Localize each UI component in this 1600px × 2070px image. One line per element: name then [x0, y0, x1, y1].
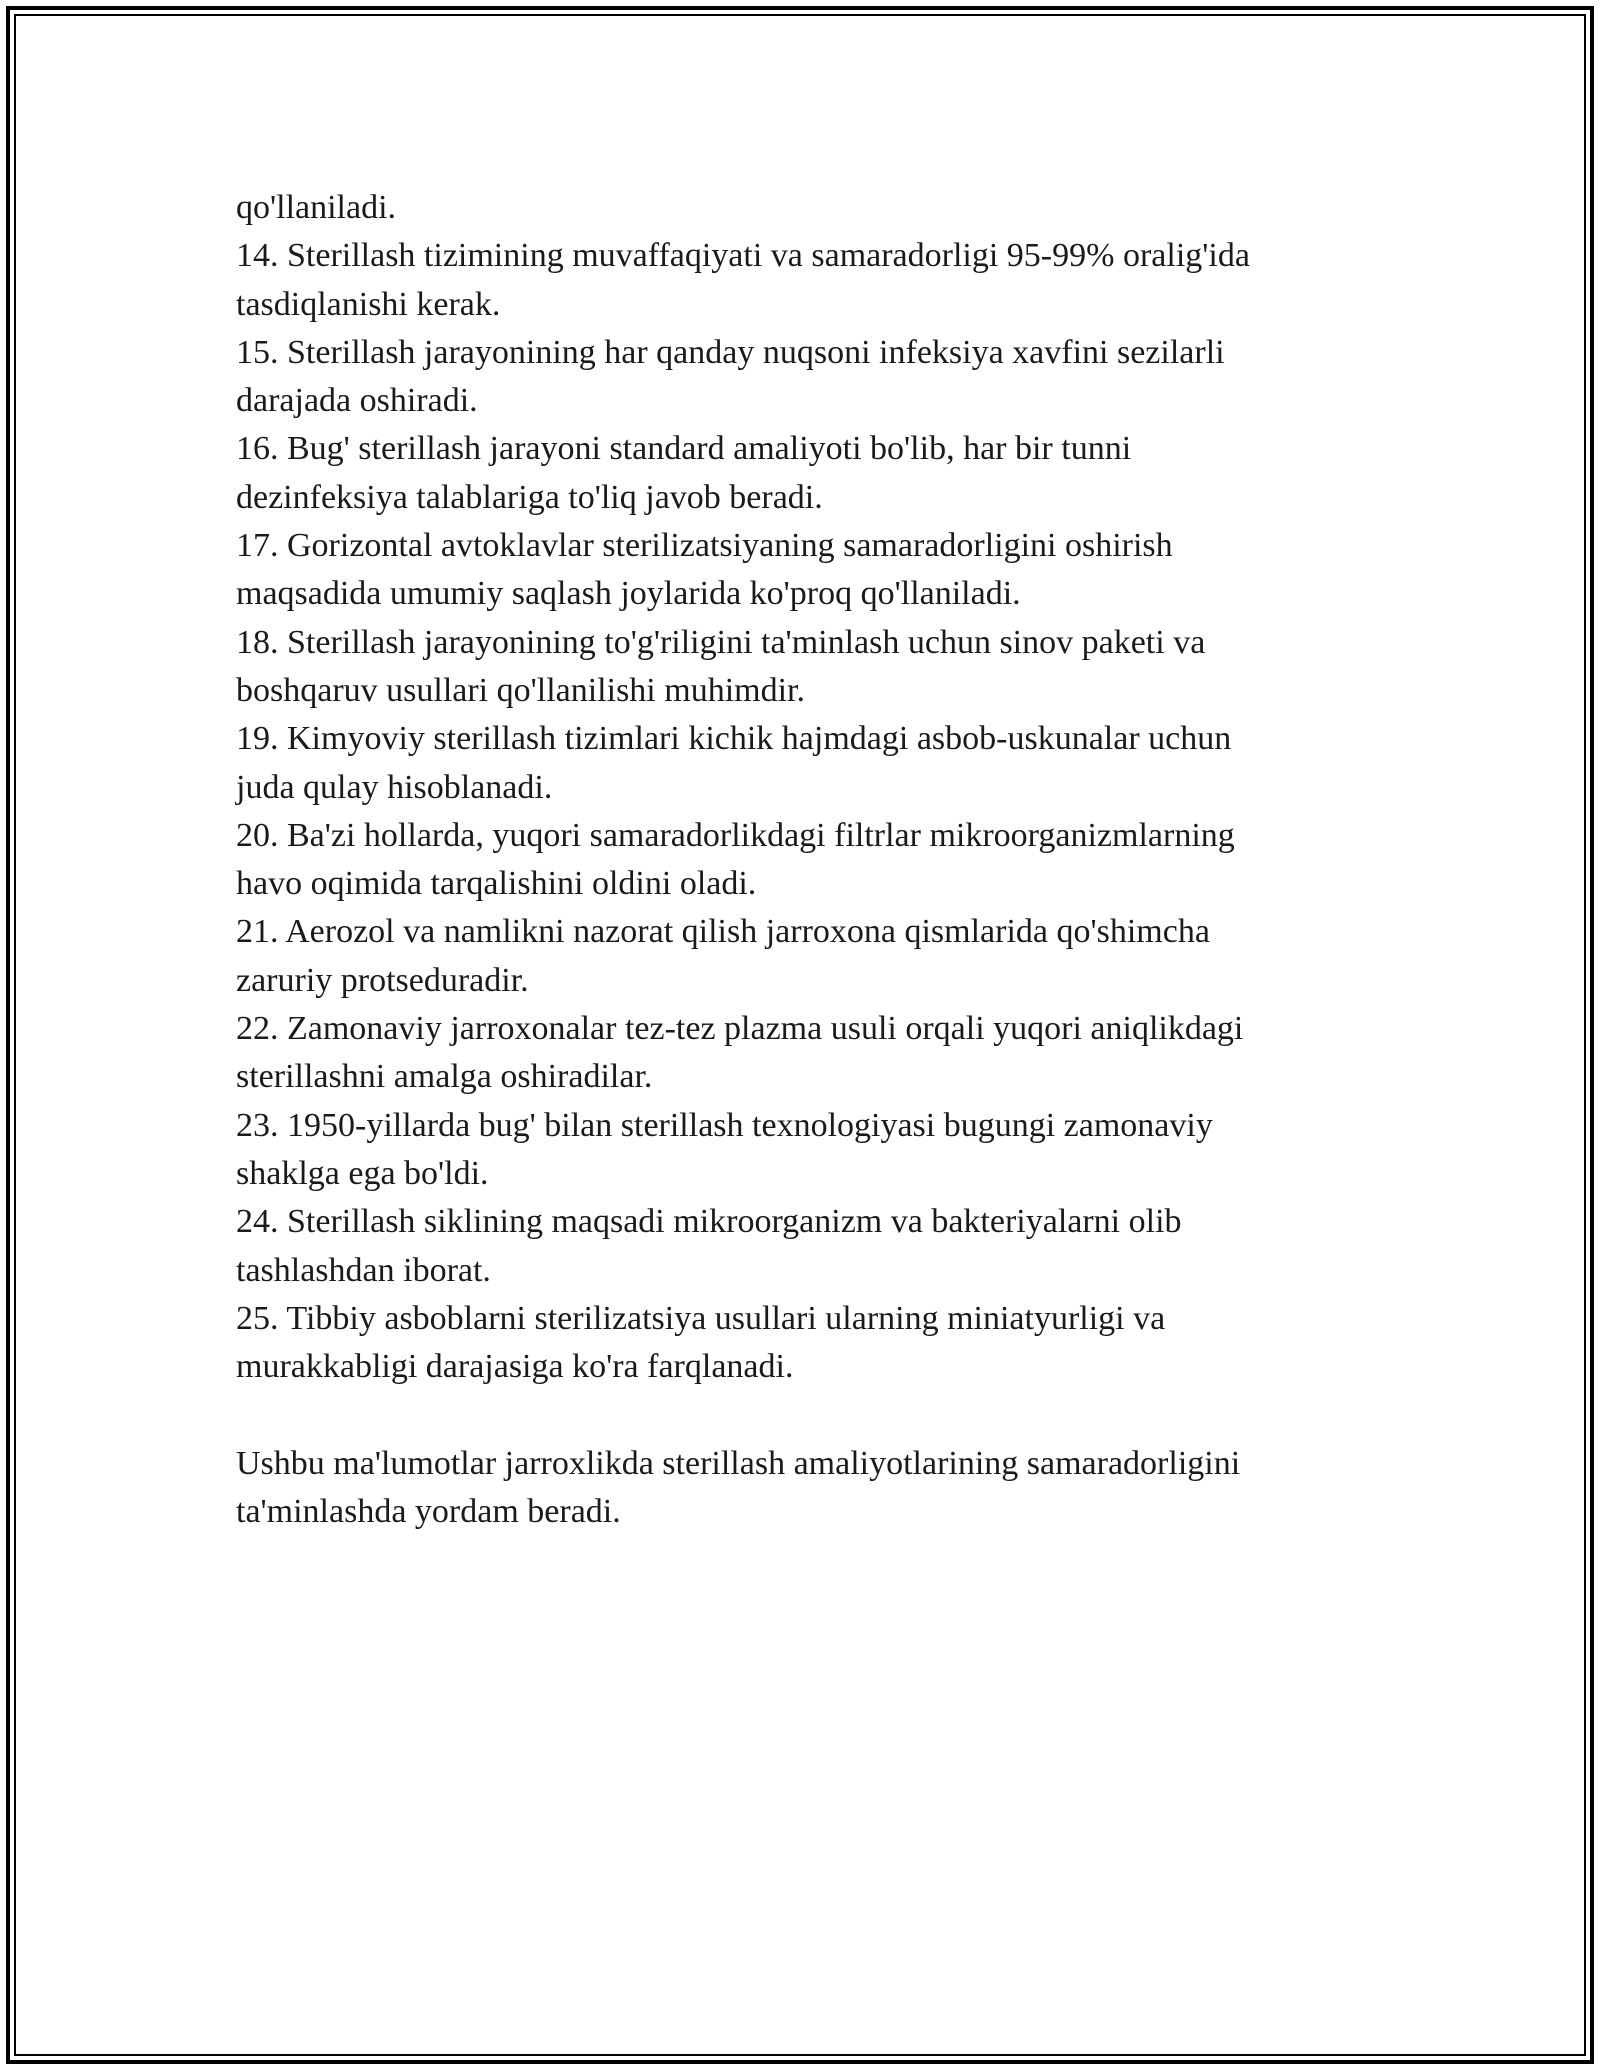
conclusion-line: Ushbu ma'lumotlar jarroxlikda sterillash amaliyotlarining samaradorligini: [236, 1444, 1241, 1482]
list-line: sterillashni amalga oshiradilar.: [236, 1058, 653, 1096]
list-line: zaruriy protseduradir.: [236, 961, 529, 999]
list-line: 17. Gorizontal avtoklavlar sterilizatsiyaning samaradorligini oshirish: [236, 527, 1173, 565]
list-line: qo'llaniladi.: [236, 189, 397, 226]
list-line: 24. Sterillash siklining maqsadi mikroorganizm va bakteriyalarni olib: [236, 1203, 1182, 1241]
list-line: 25. Tibbiy asboblarni sterilizatsiya usullari ularning miniatyurligi va: [236, 1299, 1166, 1337]
list-line: boshqaruv usullari qo'llanilishi muhimdir.: [236, 671, 805, 709]
list-line: 21. Aerozol va namlikni nazorat qilish jarroxona qismlarida qo'shimcha: [236, 913, 1210, 951]
list-line: juda qulay hisoblanadi.: [236, 768, 553, 806]
document-body: [236, 184, 1376, 1536]
list-line: murakkabligi darajasiga ko'ra farqlanadi.: [236, 1348, 794, 1386]
numbered-list: [236, 184, 1376, 1391]
conclusion-line: ta'minlashda yordam beradi.: [236, 1493, 621, 1531]
list-line: shaklga ega bo'ldi.: [236, 1154, 489, 1192]
list-line: tasdiqlanishi kerak.: [236, 285, 501, 323]
list-line: 22. Zamonaviy jarroxonalar tez-tez plazma usuli orqali yuqori aniqlikdagi: [236, 1010, 1244, 1048]
conclusion-paragraph: [236, 1440, 1376, 1537]
list-line: 14. Sterillash tizimining muvaffaqiyati va samaradorligi 95-99% oralig'ida: [236, 237, 1250, 275]
list-line: 18. Sterillash jarayonining to'g'riligini ta'minlash uchun sinov paketi va: [236, 623, 1206, 661]
list-line: darajada oshiradi.: [236, 382, 478, 420]
list-line: havo oqimida tarqalishini oldini oladi.: [236, 865, 757, 903]
list-line: dezinfeksiya talablariga to'liq javob beradi.: [236, 478, 823, 516]
list-line: 20. Ba'zi hollarda, yuqori samaradorlikdagi filtrlar mikroorganizmlarning: [236, 816, 1235, 854]
list-line: 15. Sterillash jarayonining har qanday nuqsoni infeksiya xavfini sezilarli: [236, 333, 1225, 371]
paragraph-gap: [236, 1391, 1376, 1439]
list-line: tashlashdan iborat.: [236, 1251, 491, 1289]
list-line: 19. Kimyoviy sterillash tizimlari kichik hajmdagi asbob-uskunalar uchun: [236, 720, 1232, 758]
list-line: maqsadida umumiy saqlash joylarida ko'proq qo'llaniladi.: [236, 575, 1021, 613]
list-line: 23. 1950-yillarda bug' bilan sterillash texnologiyasi bugungi zamonaviy: [236, 1106, 1213, 1144]
list-line: 16. Bug' sterillash jarayoni standard amaliyoti bo'lib, har bir tunni: [236, 430, 1132, 468]
